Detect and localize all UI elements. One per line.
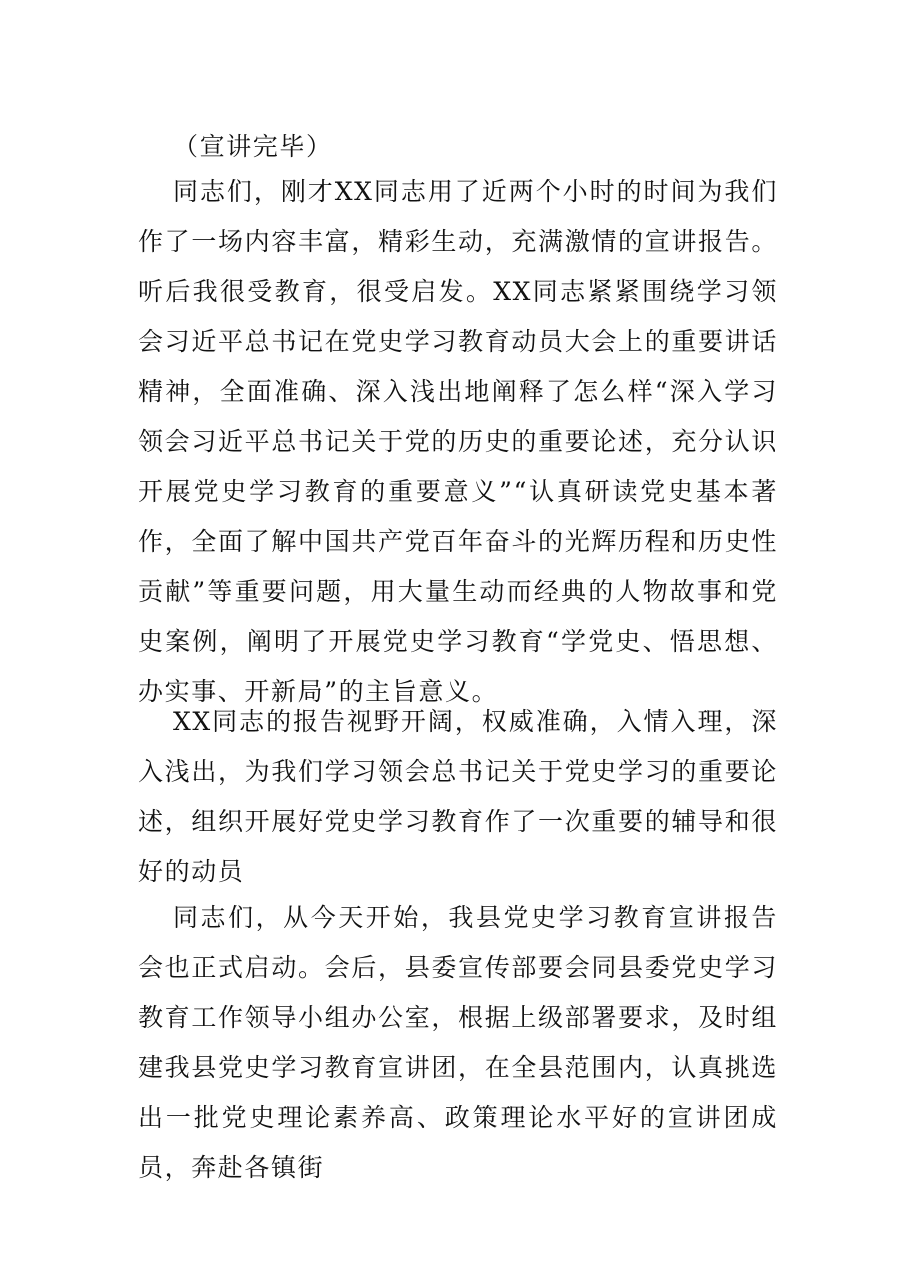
- closing-note-text: （宣讲完毕）: [173, 132, 333, 161]
- paragraph-text: 同志们，从今天开始，我县党史学习教育宣讲报告会也正式启动。会后，县委宣传部要会同县委党史学习教育工作领导小组办公室，根据上级部署要求，及时组建我县党史学习教育宣讲团，在全县范围内，认真挑选出一批党史理论素养高、政策理论水平好的宣讲团成员，奔赴各镇街: [138, 903, 778, 1182]
- paragraph-1: [138, 167, 778, 717]
- paragraph-3: [138, 893, 778, 1193]
- paragraph-text: XX同志的报告视野开阔，权威准确，入情入理，深入浅出，为我们学习领会总书记关于党史学习的重要论述，组织开展好党史学习教育作了一次重要的辅导和很好的动员: [138, 707, 778, 886]
- paragraph-2: [138, 697, 778, 897]
- closing-note: [138, 122, 778, 172]
- paragraph-text: 同志们，刚才XX同志用了近两个小时的时间为我们作了一场内容丰富，精彩生动，充满激情的宣讲报告。听后我很受教育，很受启发。XX同志紧紧围绕学习领会习近平总书记在党史学习教育动员大会上的重要讲话精神，全面准确、深入浅出地阐释了怎么样“深入学习领会习近平总书记关于党的历史的重要论述，充分认识开展党史学习教育的重要意义”“认真研读党史基本著作，全面了解中国共产党百年奋斗的光辉历程和历史性贡献”等重要问题，用大量生动而经典的人物故事和党史案例，阐明了开展党史学习教育“学党史、悟思想、办实事、开新局”的主旨意义。: [138, 177, 778, 706]
